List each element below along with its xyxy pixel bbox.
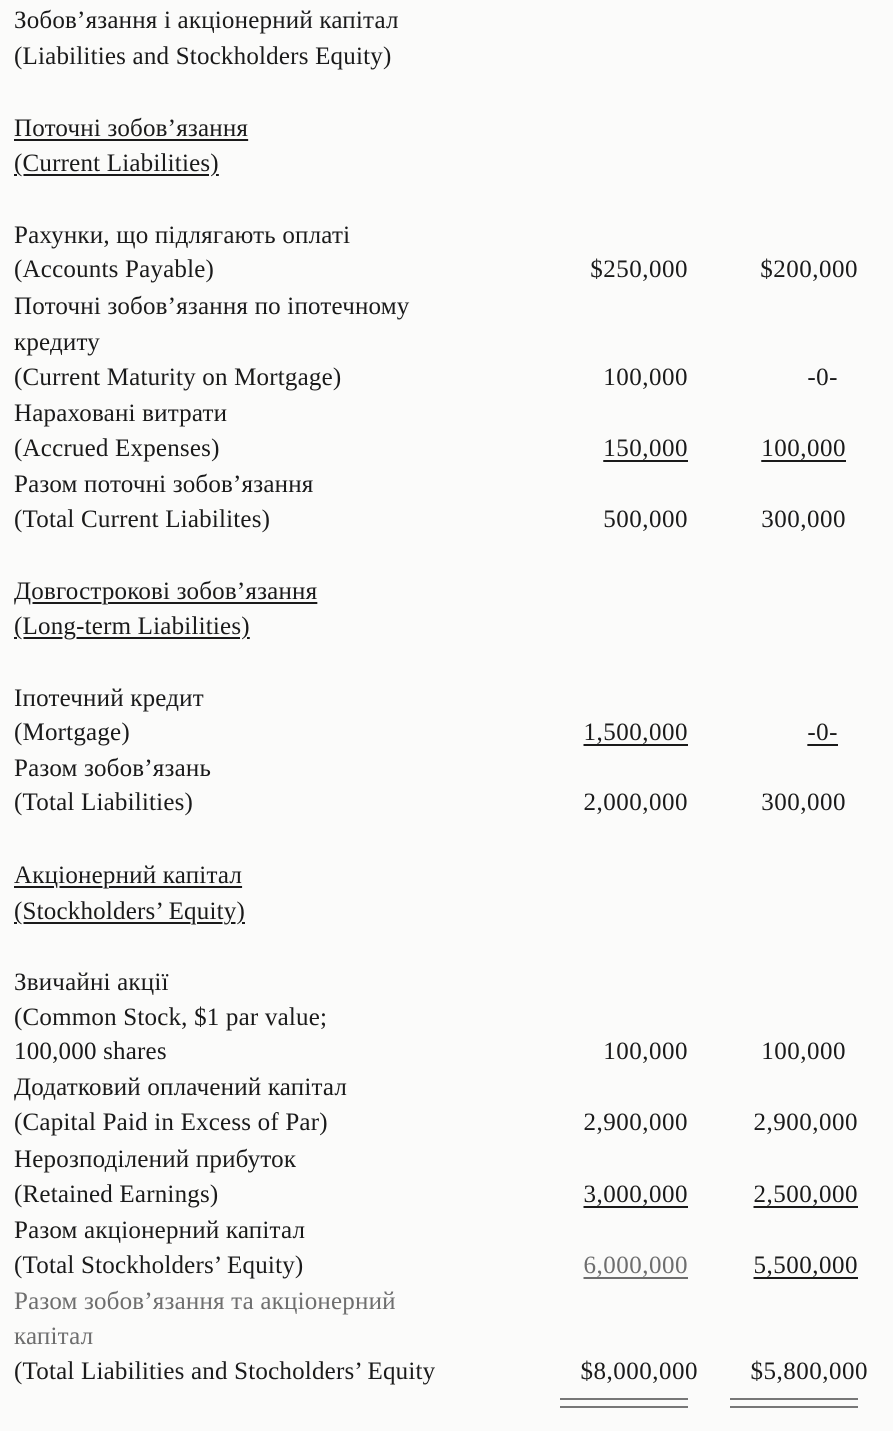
double-underline	[730, 1398, 858, 1408]
value-current-year: 150,000	[603, 435, 688, 462]
value-current-year: 2,000,000	[583, 789, 688, 816]
longterm-heading-en: (Long-term Liabilities)	[14, 613, 250, 640]
value-current-year: 1,500,000	[583, 719, 688, 746]
row-label-en: (Total Stockholders’ Equity)	[14, 1252, 304, 1279]
row-label-en: (Total Liabilities and Stocholders’ Equity	[14, 1358, 436, 1385]
value-current-year: 500,000	[603, 506, 688, 533]
value-current-year: $8,000,000	[580, 1358, 698, 1385]
row-label-en-cont: 100,000 shares	[14, 1038, 167, 1065]
value-prior-year: 100,000	[761, 435, 846, 462]
row-label-uk: Нараховані витрати	[14, 400, 228, 427]
current-heading-en: (Current Liabilities)	[14, 150, 219, 177]
row-label-en: (Total Current Liabilites)	[14, 506, 271, 533]
row-label-en: (Accounts Payable)	[14, 256, 215, 283]
row-label-uk: Поточні зобов’язання по іпотечному	[14, 293, 410, 320]
row-label-en: (Common Stock, $1 par value;	[14, 1004, 328, 1031]
title-uk: Зобов’язання і акціонерний капітал	[14, 7, 399, 34]
value-current-year: 6,000,000	[583, 1252, 688, 1279]
row-label-uk-cont: капітал	[14, 1323, 94, 1350]
value-current-year: $250,000	[590, 256, 688, 283]
value-prior-year: 300,000	[761, 506, 846, 533]
value-prior-year: -0-	[807, 719, 838, 746]
row-label-en: (Accrued Expenses)	[14, 435, 220, 462]
value-prior-year: 5,500,000	[753, 1252, 858, 1279]
row-label-en: (Current Maturity on Mortgage)	[14, 364, 342, 391]
row-label-en: (Total Liabilities)	[14, 789, 194, 816]
row-label-uk: Іпотечний кредит	[14, 685, 204, 712]
value-prior-year: -0-	[807, 364, 838, 391]
value-prior-year: 300,000	[761, 789, 846, 816]
longterm-heading-uk: Довгострокові зобов’язання	[14, 578, 318, 605]
row-label-uk: Додатковий оплачений капітал	[14, 1074, 348, 1101]
value-current-year: 2,900,000	[583, 1109, 688, 1136]
double-underline	[560, 1398, 688, 1408]
row-label-uk: Звичайні акції	[14, 969, 169, 996]
value-current-year: 100,000	[603, 364, 688, 391]
row-label-uk: Разом зобов’язань	[14, 755, 212, 782]
equity-heading-en: (Stockholders’ Equity)	[14, 898, 245, 925]
value-prior-year: 100,000	[761, 1038, 846, 1065]
row-label-uk: Нерозподілений прибуток	[14, 1146, 297, 1173]
row-label-en: (Capital Paid in Excess of Par)	[14, 1109, 328, 1136]
value-current-year: 3,000,000	[583, 1181, 688, 1208]
equity-heading-uk: Акціонерний капітал	[14, 862, 243, 889]
current-heading-uk: Поточні зобов’язання	[14, 115, 249, 142]
value-prior-year: $200,000	[760, 256, 858, 283]
value-prior-year: 2,500,000	[753, 1181, 858, 1208]
value-current-year: 100,000	[603, 1038, 688, 1065]
row-label-uk-cont: кредиту	[14, 329, 101, 356]
row-label-en: (Retained Earnings)	[14, 1181, 219, 1208]
row-label-uk: Разом зобов’язання та акціонерний	[14, 1288, 396, 1315]
value-prior-year: $5,800,000	[750, 1358, 868, 1385]
row-label-uk: Рахунки, що підлягають оплаті	[14, 222, 351, 249]
row-label-uk: Разом поточні зобов’язання	[14, 471, 314, 498]
row-label-uk: Разом акціонерний капітал	[14, 1217, 306, 1244]
row-label-en: (Mortgage)	[14, 719, 130, 746]
value-prior-year: 2,900,000	[753, 1109, 858, 1136]
title-en: (Liabilities and Stockholders Equity)	[14, 43, 392, 70]
